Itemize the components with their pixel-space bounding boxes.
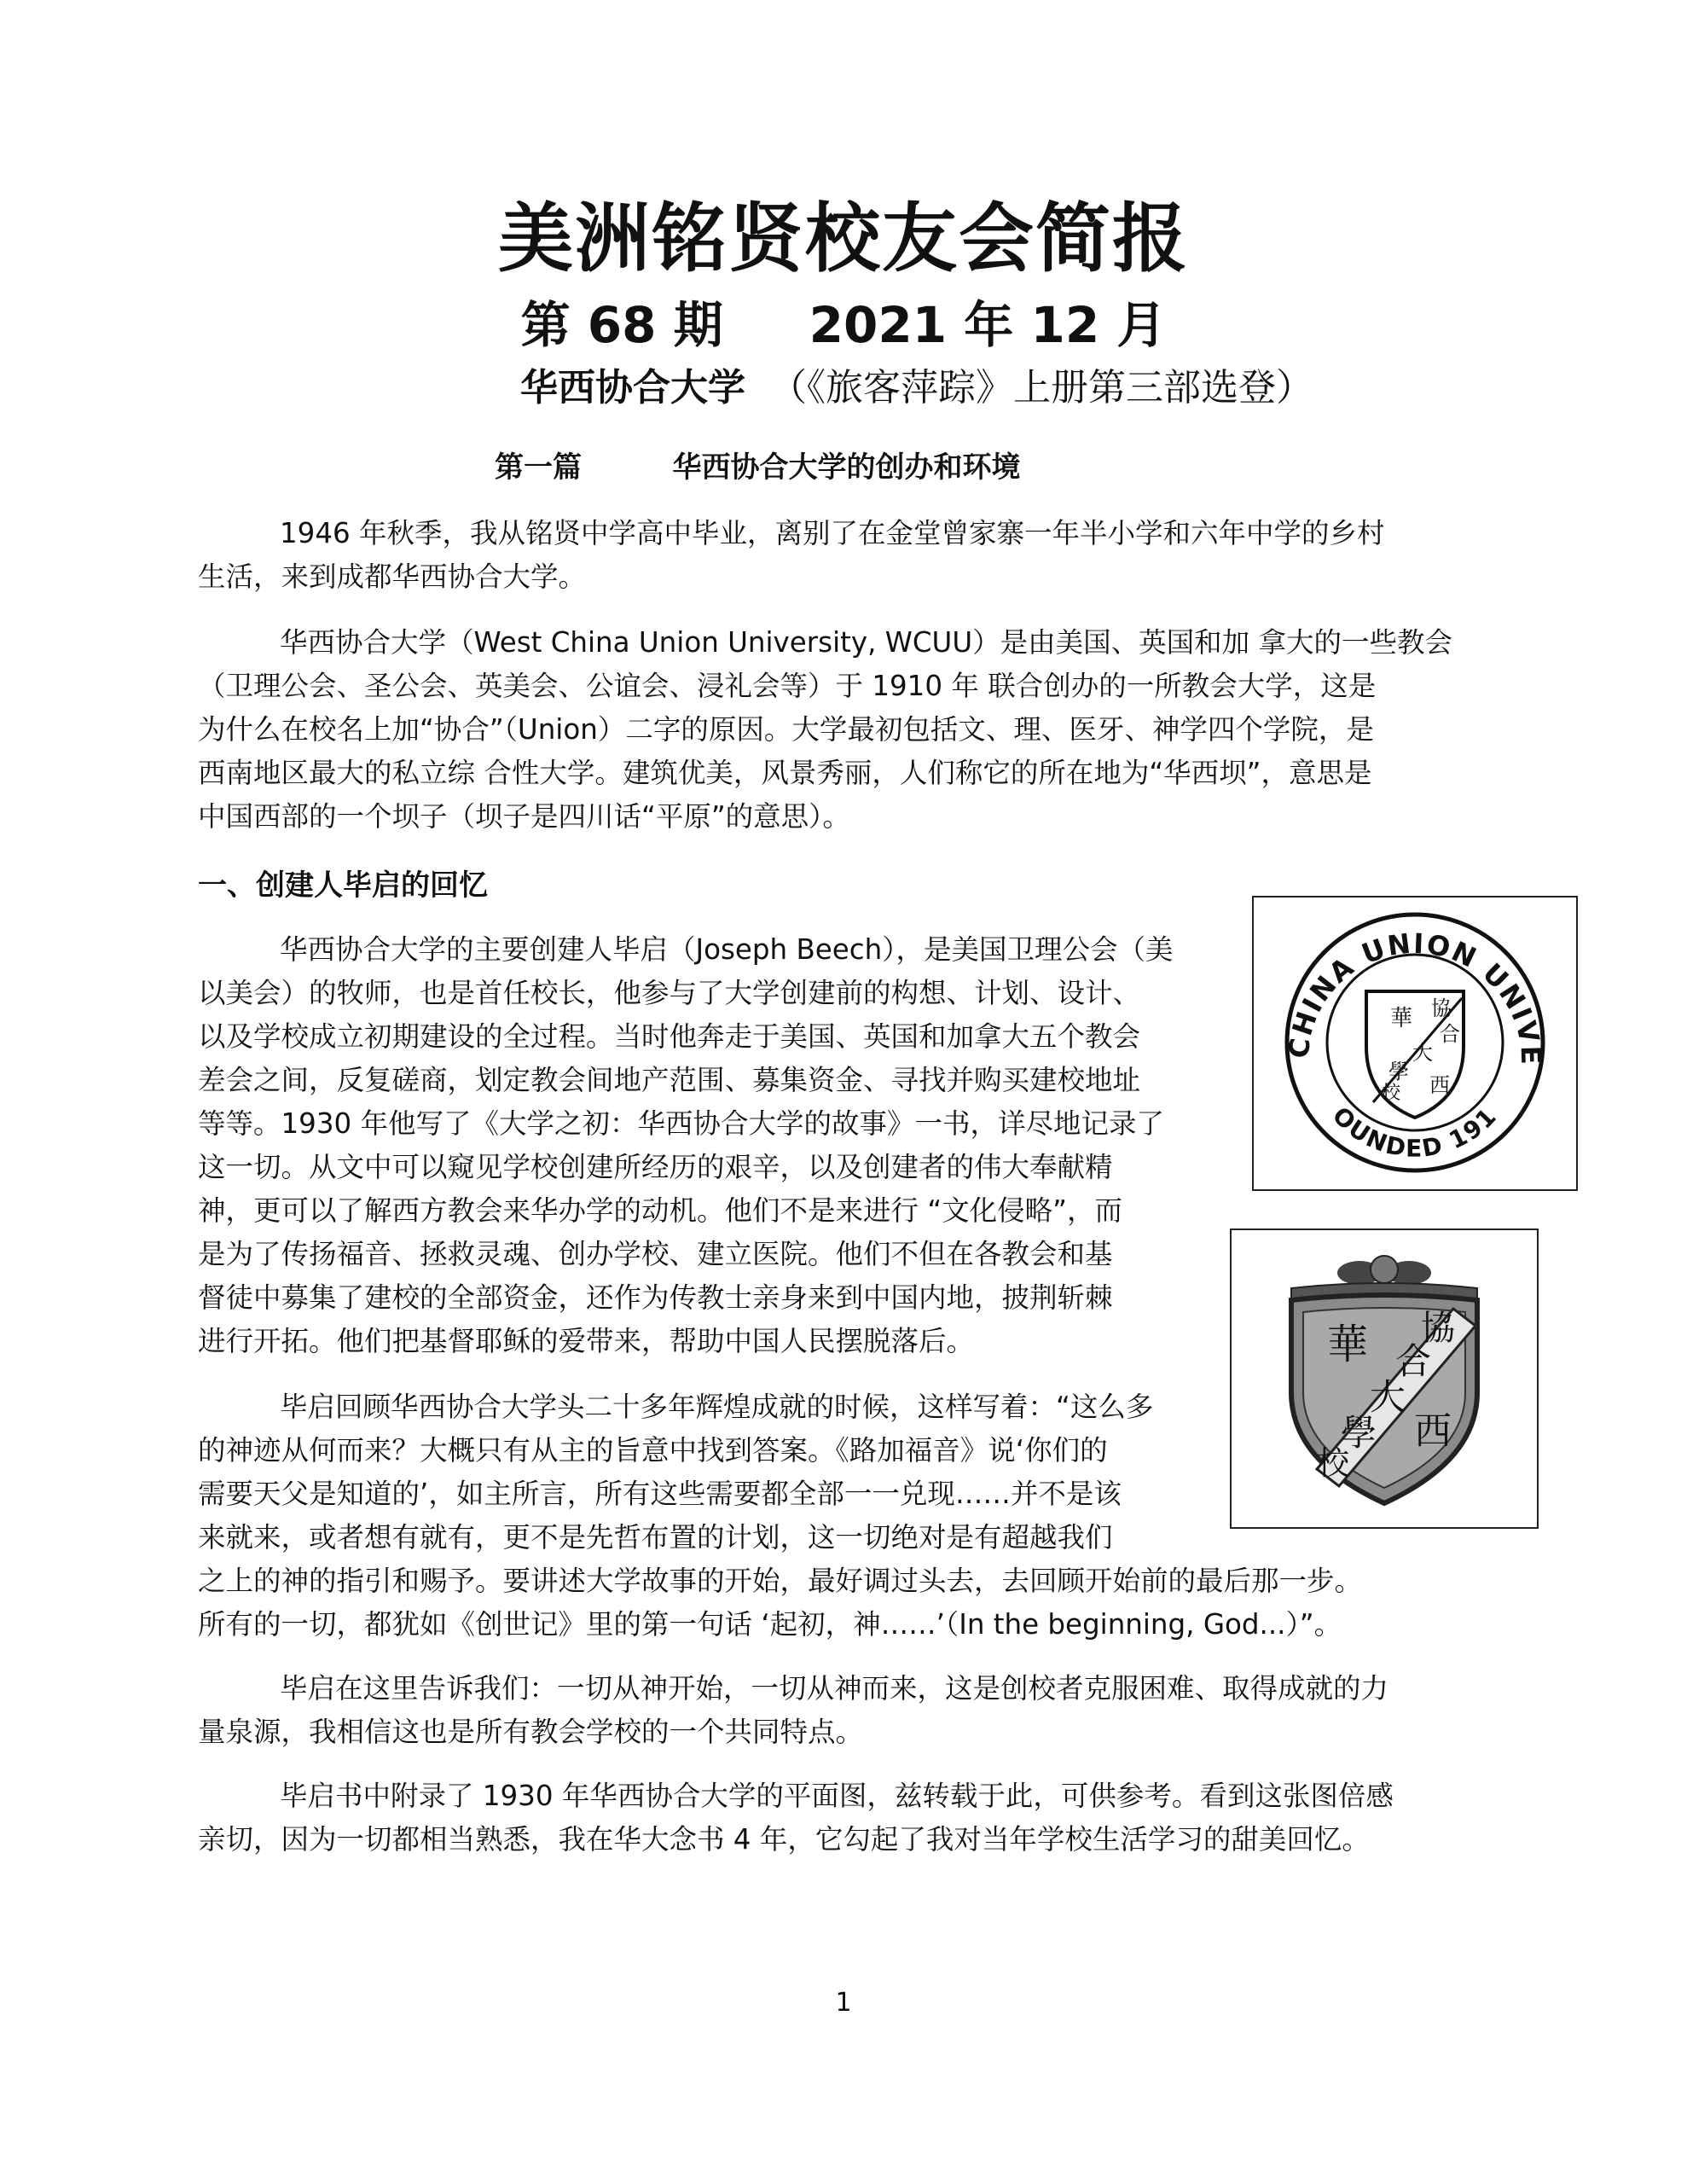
text-line: 之上的神的指引和赐予。要讲述大学故事的开始，最好调过头去，去回顾开始前的最后那一步。: [198, 1565, 1363, 1597]
badge-flower-icon: [1337, 1256, 1431, 1285]
text-line: 等等。1930 年他写了《大学之初：华西协合大学的故事》一书，详尽地记录了: [198, 1107, 1165, 1140]
text-line: 以美会）的牧师，也是首任校长，他参与了大学创建前的构想、计划、设计、: [198, 977, 1141, 1009]
seal-char: 學: [1388, 1060, 1409, 1083]
text-line: 为什么在校名上加“协合”（Union）二字的原因。大学最初包括文、理、医牙、神学四个学院，是: [198, 713, 1374, 746]
badge-bloom: [1371, 1256, 1398, 1283]
text-line: 西南地区最大的私立综 合性大学。建筑优美，风景秀丽，人们称它的所在地为“华西坝”，意思是: [198, 757, 1372, 789]
badge-char: 大: [1370, 1376, 1406, 1418]
badge-char: 西: [1414, 1409, 1452, 1453]
seal-char: 合: [1440, 1022, 1460, 1046]
school-badge-image: [1230, 1228, 1539, 1529]
text-line: 来就来，或者想有就有，更不是先哲布置的计划，这一切绝对是有超越我们: [198, 1521, 1113, 1554]
badge-char: 協: [1421, 1309, 1455, 1348]
text-line: 量泉源，我相信这也是所有教会学校的一个共同特点。: [198, 1716, 864, 1748]
seal-ring-text-path: CHINA UNION UNIVE: [1282, 926, 1548, 1067]
text-line: 华西协合大学的主要创建人毕启（Joseph Beech），是美国卫理公会（美: [280, 933, 1174, 966]
seal-founded-text-path: OUNDED 191: [1326, 1101, 1503, 1163]
intro-paragraph-1: [198, 512, 1477, 599]
seal-char: 協: [1431, 996, 1452, 1020]
text-line: 的神迹从何而来？大概只有从主的旨意中找到答案。《路加福音》说‘你们的: [198, 1434, 1108, 1467]
badge-char: 學: [1341, 1412, 1377, 1454]
chapter-heading: 第一篇 华西协合大学的创办和环境: [495, 450, 1021, 485]
text-line: 神，更可以了解西方教会来华办学的动机。他们不是来进行 “文化侵略”，而: [198, 1194, 1123, 1227]
subtitle: [520, 360, 1313, 416]
text-line: 督徒中募集了建校的全部资金，还作为传教士亲身来到中国内地，披荆斩棘: [198, 1281, 1113, 1314]
badge-char: 合: [1395, 1340, 1432, 1382]
school-badge-svg: [1232, 1230, 1537, 1527]
text-line: 毕启在这里告诉我们：一切从神开始，一切从神而来，这是创校者克服困难、取得成就的力: [280, 1672, 1389, 1705]
page-number: 1: [835, 1988, 852, 2018]
text-line: 1946 年秋季，我从铭贤中学高中毕业，离别了在金堂曾家寨一年半小学和六年中学的乡村: [280, 517, 1385, 549]
text-line: 毕启书中附录了 1930 年华西协合大学的平面图，兹转载于此，可供参考。看到这张图倍感: [280, 1780, 1394, 1812]
newsletter-title: 美洲铭贤校友会简报: [497, 195, 1189, 282]
text-line: 这一切。从文中可以窥见学校创建所经历的艰辛，以及创建者的伟大奉献精: [198, 1151, 1113, 1183]
text-line: 需要天父是知道的’，如主所言，所有这些需要都全部一一兑现……并不是该: [198, 1478, 1122, 1510]
text-line: 所有的一切，都犹如《创世记》里的第一句话 ‘起初，神……’（In the beginning, God...）”。: [198, 1608, 1342, 1641]
section1-paragraph-1: [198, 928, 1221, 1363]
subtitle-main: 华西协合大学: [520, 366, 745, 410]
text-line: 华西协合大学（West China Union University, WCUU）是由美国、英国和加 拿大的一些教会: [280, 626, 1452, 659]
intro-paragraph-2: [198, 621, 1477, 839]
section1-paragraph-4: [198, 1774, 1477, 1862]
seal-char: 西: [1429, 1073, 1450, 1097]
text-line: 差会之间，反复磋商，划定教会间地产范围、募集资金、寻找并购买建校地址: [198, 1064, 1141, 1096]
section-heading: 一、创建人毕启的回忆: [198, 868, 488, 903]
text-line: （卫理公会、圣公会、英美会、公谊会、浸礼会等）于 1910 年 联合创办的一所教会大学，这是: [198, 670, 1377, 702]
seal-char: 華: [1390, 1006, 1413, 1031]
badge-char: 華: [1327, 1321, 1369, 1368]
text-line: 以及学校成立初期建设的全过程。当时他奔走于美国、英国和加拿大五个教会: [198, 1020, 1141, 1053]
text-line: 生活，来到成都华西协合大学。: [198, 561, 587, 593]
text-line: 中国西部的一个坝子（坝子是四川话“平原”的意思）。: [198, 800, 850, 833]
university-seal-image: [1252, 896, 1578, 1191]
text-line: 亲切，因为一切都相当熟悉，我在华大念书 4 年，它勾起了我对当年学校生活学习的甜美回忆。: [198, 1823, 1370, 1856]
seal-char: 校: [1382, 1083, 1401, 1104]
issue-line: 第 68 期 2021 年 12 月: [520, 296, 1167, 354]
text-line: 是为了传扬福音、拯救灵魂、创办学校、建立医院。他们不但在各教会和基: [198, 1238, 1113, 1270]
subtitle-note: （《旅客萍踪》上册第三部选登）: [745, 366, 1313, 410]
text-line: 进行开拓。他们把基督耶稣的爱带来，帮助中国人民摆脱落后。: [198, 1325, 975, 1357]
text-line: 毕启回顾华西协合大学头二十多年辉煌成就的时候，这样写着：“这么多: [280, 1391, 1154, 1423]
section1-paragraph-3: [198, 1667, 1477, 1754]
university-seal-svg: [1254, 897, 1576, 1189]
badge-char: 校: [1317, 1444, 1350, 1482]
seal-char: 大: [1412, 1041, 1433, 1065]
